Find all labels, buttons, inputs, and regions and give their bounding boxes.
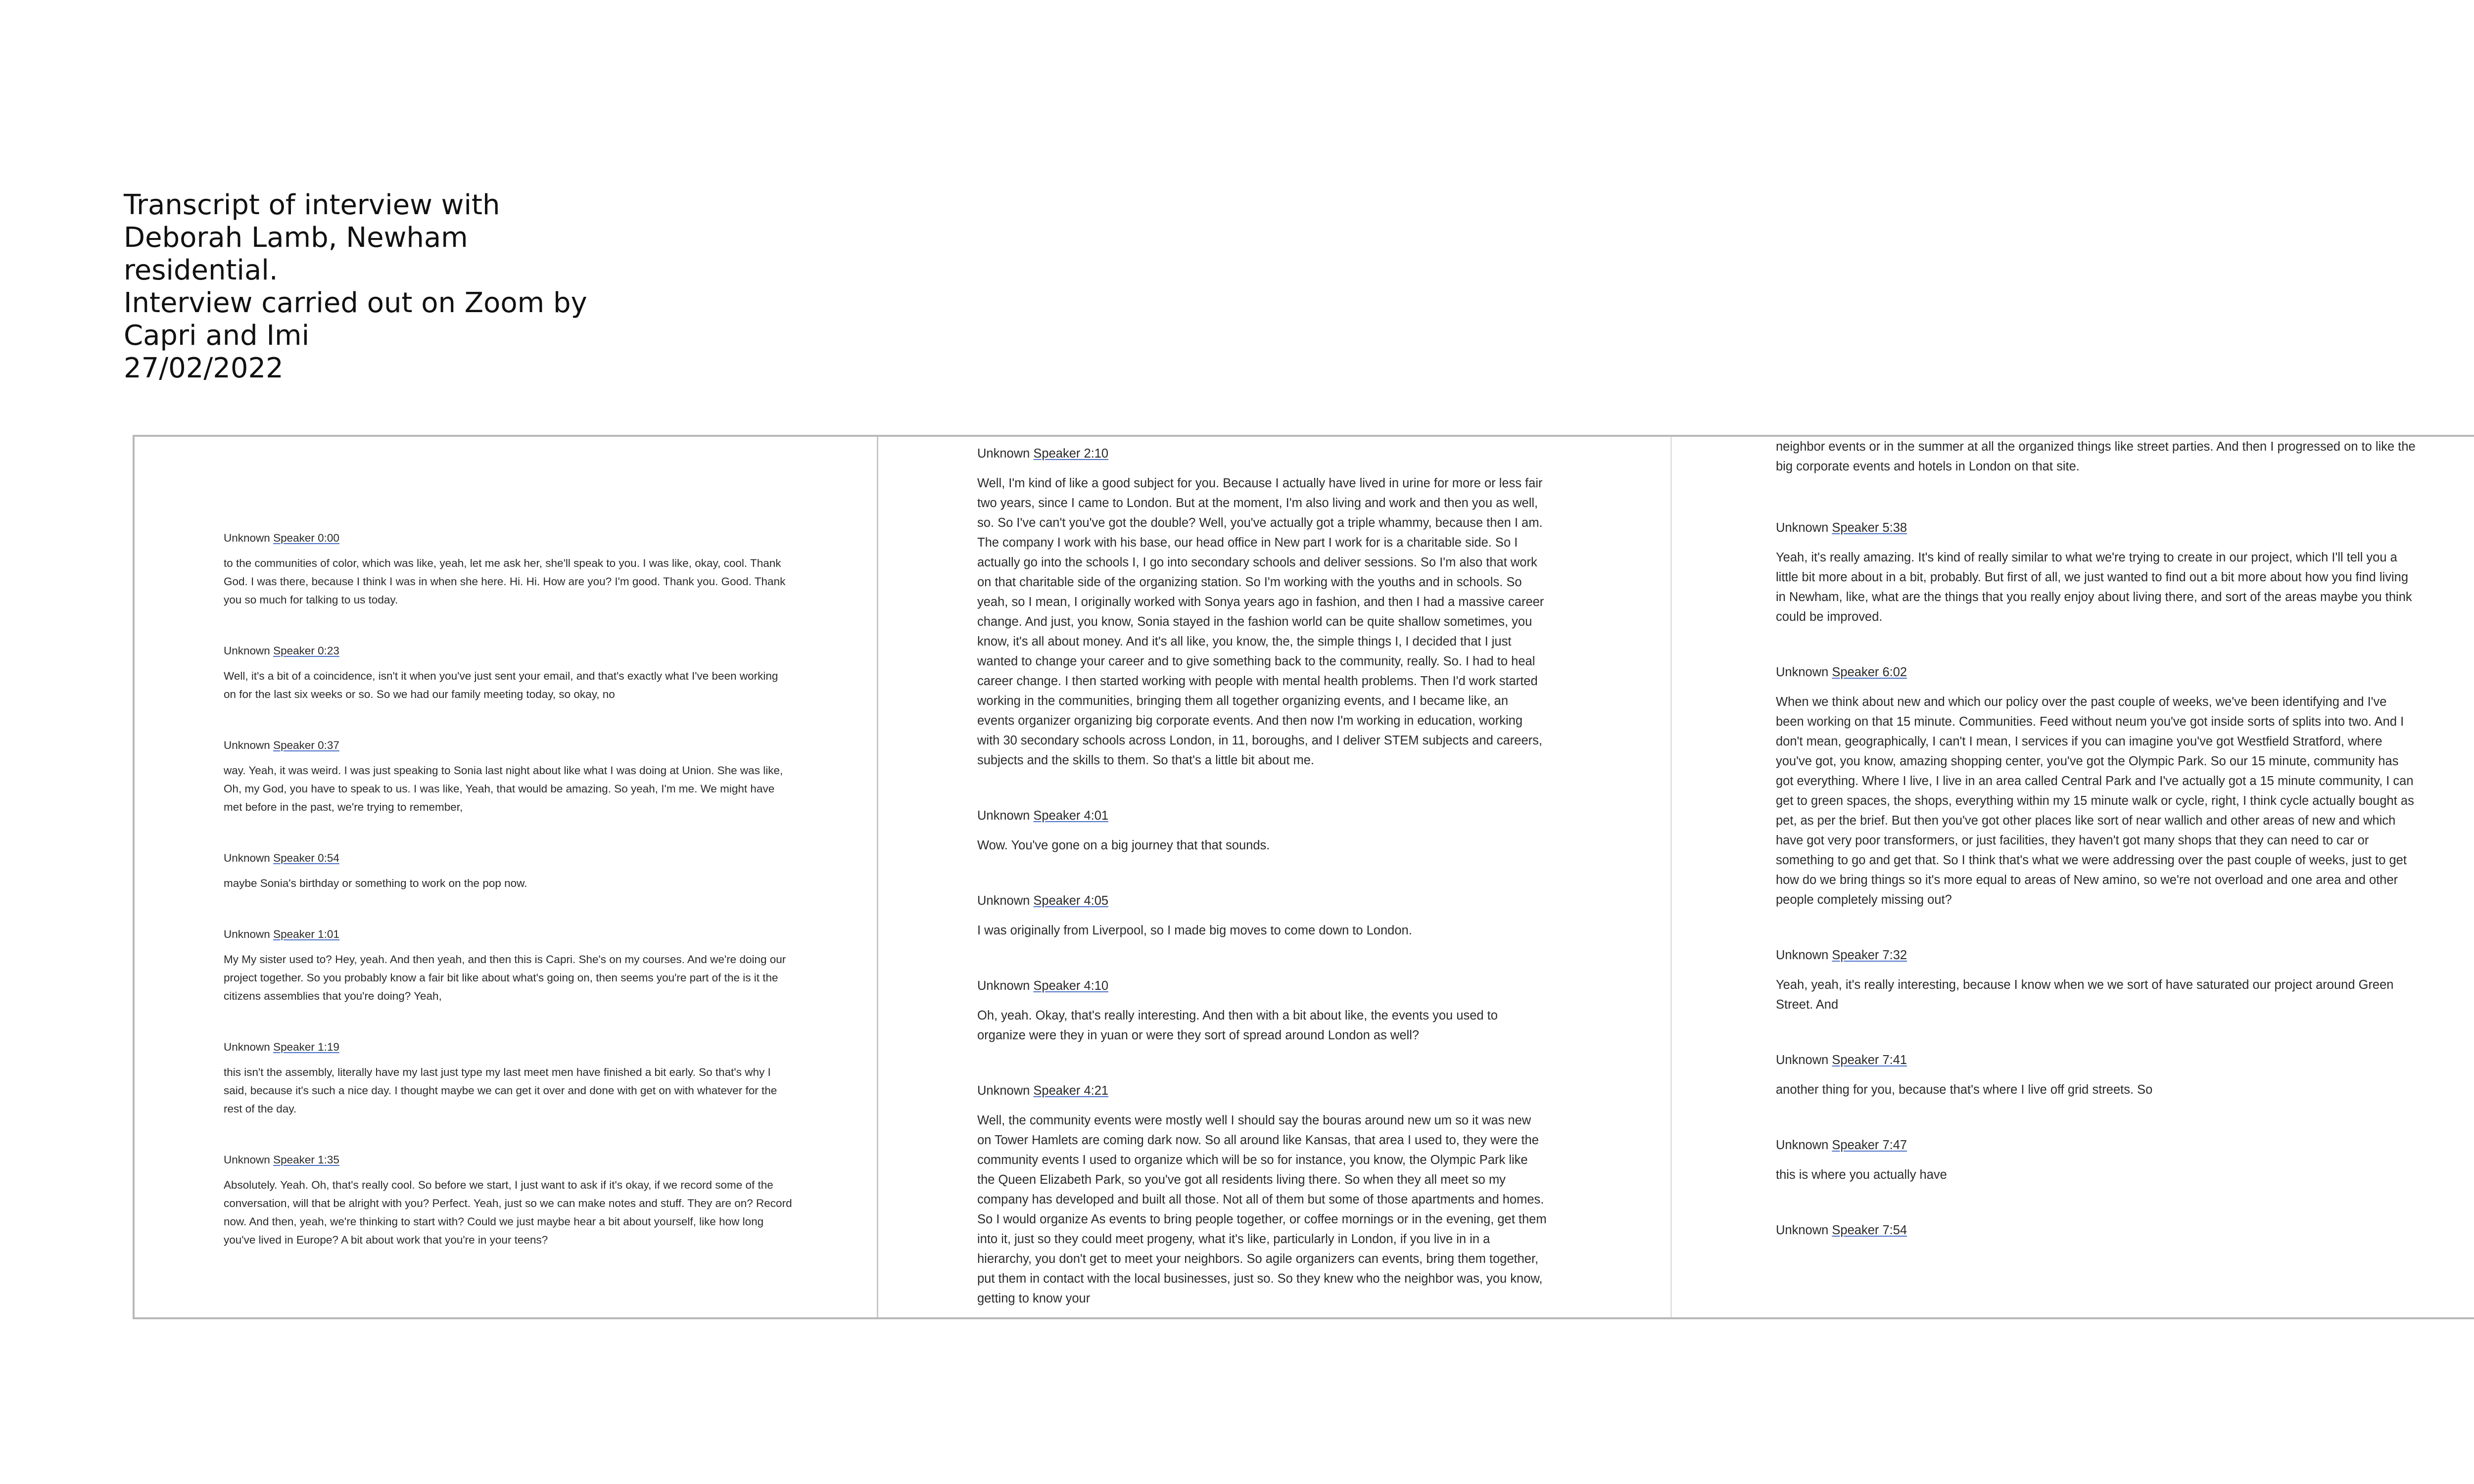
speaker-heading [224,1151,793,1169]
continued-text: neighbor events or in the summer at all the organized things like street parties. And then I progressed on to like the big corporate events and hotels in London on that site. [1776,440,2416,473]
speaker-label: Unknown [1776,521,1829,535]
utterance-text: Yeah, it's really amazing. It's kind of really similar to what we're trying to create in our project, which I'll tell you a little bit more about in a bit, probably. But first of all, we just wanted to find out a bit more about how you find living in Newham, like, what are the things that you really enjoy about living there, and sort of the areas maybe you think could be improved. [1776,551,2412,624]
speaker-label: Unknown [977,447,1030,461]
speaker-heading [224,849,793,867]
transcript-entry [1776,945,2418,1015]
utterance-text: this isn't the assembly, literally have my last just type my last meet men have finished a bit early. So that's why I said, because it's such a nice day. I thought maybe we can get it over and done with get on with whatever for the rest of the day. [224,1066,777,1115]
speaker-label: Unknown [224,739,270,751]
utterance-text: Well, I'm kind of like a good subject for you. Because I actually have lived in urine for more or less fair two years, since I came to London. But at the moment, I'm also living and work and then you as well, so. So I've can't you've got the double? Well, you've actually got a triple whammy, because then I am. The company I work with his base, our head office in New part I work for is a charitable side. So I actually go into the schools I, I go into secondary schools and deliver sessions. So I'm also that work on that charitable side of the organizing station. So I'm working with the youths and in schools. So yeah, so I mean, I originally worked with Sonya years ago in fashion, and then I had a massive career change. And just, you know, Sonia stayed in the fashion world can be quite shallow sometimes, you know, it's all about money. And it's all like, you know, the, the simple things I, I decided that I just wanted to change your career and to give something back to the community, really. So. I had to heal career change. I then started working with people with mental health problems. Then I'd work started working in the communities, bringing them all together organizing events, and I became like, an events organizer organizing big corporate events. And then now I'm working in education, working with 30 secondary schools across London, in 11, boroughs, and I deliver STEM subjects and careers, subjects and the skills to them. So that's a little bit about me. [977,476,1544,767]
transcript-entry [977,891,1547,940]
speaker-timestamp: Speaker 7:41 [1832,1053,1907,1067]
speaker-heading [977,1081,1547,1101]
title-line: Deborah Lamb, Newham [124,222,468,254]
speaker-label: Unknown [224,1041,270,1053]
speaker-heading [1776,662,2418,682]
title-line: Capri and Imi [124,320,310,352]
speaker-timestamp: Speaker 1:35 [273,1154,339,1166]
speaker-timestamp: Speaker 6:02 [1832,665,1907,679]
transcript-entry [1776,1220,2418,1240]
speaker-label: Unknown [224,532,270,544]
speaker-heading [1776,1135,2418,1155]
utterance-text: Well, the community events were mostly well I should say the bouras around new um so it was new on Tower Hamlets are coming dark now. So all around like Kansas, that area I used to, they were the community events I used to organize which will be so for instance, you know, the Olympic Park like the Queen Elizabeth Park, so you've got all residents living there. So when they all meet so my company has developed and built all those. Not all of them but some of those apartments and homes. So I would organize As events to bring people together, or coffee mornings or in the evening, get them into it, just so they could meet progeny, what it's like, particularly in London, if you live in in a hierarchy, you don't get to meet your neighbors. So agile organizers can events, bring them together, put them in contact with the local businesses, just so. So they knew who the neighbor was, you know, getting to know your [977,1113,1547,1305]
speaker-label: Unknown [224,645,270,657]
speaker-timestamp: Speaker 2:10 [1033,447,1109,461]
speaker-timestamp: Speaker 0:54 [273,852,339,864]
speaker-heading [977,976,1547,996]
speaker-heading [1776,945,2418,965]
transcript-entry [977,1081,1547,1308]
speaker-timestamp: Speaker 7:54 [1832,1223,1907,1237]
title-line: Transcript of interview with [124,189,500,221]
transcript-page-3 [1670,437,2474,1317]
speaker-heading [1776,518,2418,538]
utterance-text: way. Yeah, it was weird. I was just speaking to Sonia last night about like what I was doing at Union. She was like, Oh, my God, you have to speak to us. I was like, Yeah, that would be amazing. So yeah, I'm me. We might have met before in the past, we're trying to remember, [224,764,783,813]
speaker-label: Unknown [1776,1223,1829,1237]
speaker-label: Unknown [1776,665,1829,679]
transcript-entry [1776,1050,2418,1100]
transcript-page-1 [135,437,877,1317]
speaker-heading [977,891,1547,911]
speaker-timestamp: Speaker 4:21 [1033,1084,1109,1098]
speaker-heading [224,529,793,547]
speaker-heading [224,925,793,943]
utterance-text: maybe Sonia's birthday or something to work on the pop now. [224,877,527,889]
utterance-text: My My sister used to? Hey, yeah. And then yeah, and then this is Capri. She's on my courses. And we're doing our project together. So you probably know a fair bit like about what's going on, then seems you're part of the is it the citizens assemblies that you're doing? Yeah, [224,953,786,1002]
speaker-heading [224,642,793,660]
speaker-label: Unknown [977,1084,1030,1098]
transcript-entry [224,529,793,609]
utterance-text: to the communities of color, which was like, yeah, let me ask her, she'll speak to you. I was like, okay, cool. Thank God. I was there, because I think I was in when she here. Hi. Hi. How are you? I'm good. Thank you. Good. Thank you so much for talking to us today. [224,557,786,606]
speaker-heading [224,1038,793,1056]
speaker-label: Unknown [1776,1138,1829,1152]
transcript-entry [224,736,793,816]
speaker-timestamp: Speaker 5:38 [1832,521,1907,535]
utterance-text: Wow. You've gone on a big journey that that sounds. [977,838,1270,852]
transcript-entry [977,976,1547,1045]
title-line: residential. [124,254,278,286]
speaker-timestamp: Speaker 7:32 [1832,948,1907,962]
utterance-text: I was originally from Liverpool, so I made big moves to come down to London. [977,924,1412,937]
utterance-text: Yeah, yeah, it's really interesting, because I know when we we sort of have saturated our project around Green Street. And [1776,978,2394,1012]
utterance-text: this is where you actually have [1776,1168,1947,1182]
utterance-text: Absolutely. Yeah. Oh, that's really cool. So before we start, I just want to ask if it's okay, if we record some of the conversation, will that be alright with you? Perfect. Yeah, just so we can make notes and stuff. They are on? Record now. And then, yeah, we're thinking to start with? Could we just maybe hear a bit about yourself, like how long you've lived in Europe? A bit about work that you're in your teens? [224,1179,792,1246]
speaker-timestamp: Speaker 4:01 [1033,809,1109,823]
utterance-text: Well, it's a bit of a coincidence, isn't it when you've just sent your email, and that's exactly what I've been working on for the last six weeks or so. So we had our family meeting today, so okay, no [224,670,778,700]
transcript-entry [224,1151,793,1249]
title-line: 27/02/2022 [124,352,284,384]
speaker-timestamp: Speaker 1:01 [273,928,339,940]
transcript-page-2 [877,437,1670,1317]
speaker-label: Unknown [977,979,1030,993]
speaker-heading [224,736,793,754]
speaker-heading [977,444,1547,464]
speaker-label: Unknown [1776,948,1829,962]
speaker-heading [1776,1050,2418,1070]
transcript-pages-strip [133,435,2474,1319]
title-line: Interview carried out on Zoom by [124,287,587,319]
transcript-entry [1776,518,2418,627]
speaker-timestamp: Speaker 1:19 [273,1041,339,1053]
speaker-heading [977,806,1547,826]
transcript-entry [1776,662,2418,910]
transcript-entry [1776,1135,2418,1185]
speaker-timestamp: Speaker 4:05 [1033,894,1109,908]
utterance-text: When we think about new and which our policy over the past couple of weeks, we've been identifying and I've been working on that 15 minute. Communities. Feed without neum you've got inside sorts of splits into two. And I don't mean, geographically, I can't I mean, I services if you can imagine you've got Westfield Stratford, where you've got, you know, amazing shopping center, you've got the Olympic Park. So our 15 minute, community has got everything. Where I live, I live in an area called Central Park and I've actually got a 15 minute community, I can get to green spaces, the shops, everything within my 15 minute walk or cycle, right, I think cycle actually bought as pet, as per the brief. But then you've got other places like sort of near wallich and other areas of new and which have got very poor transformers, or just facilities, they haven't got many shops that they can need to car or something to go and get that. So I think that's what we were addressing over the past couple of weeks, just to get how do we bring things so it's more equal to areas of New amino, so we're not overload and one area and other people completely missing out? [1776,695,2414,907]
speaker-timestamp: Speaker 4:10 [1033,979,1109,993]
utterance-text: Oh, yeah. Okay, that's really interesting. And then with a bit about like, the events you used to organize were they in yuan or were they sort of spread around London as well? [977,1009,1498,1042]
transcript-entry [977,806,1547,855]
speaker-label: Unknown [1776,1053,1829,1067]
transcript-entry [224,1038,793,1118]
speaker-timestamp: Speaker 0:37 [273,739,339,751]
speaker-heading [1776,1220,2418,1240]
transcript-entry [224,849,793,892]
document-title [124,189,717,385]
speaker-timestamp: Speaker 7:47 [1832,1138,1907,1152]
transcript-entry [977,444,1547,770]
speaker-label: Unknown [224,928,270,940]
speaker-label: Unknown [977,894,1030,908]
speaker-label: Unknown [224,1154,270,1166]
speaker-label: Unknown [224,852,270,864]
utterance-text: another thing for you, because that's where I live off grid streets. So [1776,1083,2153,1097]
transcript-entry [224,642,793,703]
speaker-timestamp: Speaker 0:23 [273,645,339,657]
speaker-label: Unknown [977,809,1030,823]
transcript-entry [224,925,793,1005]
speaker-timestamp: Speaker 0:00 [273,532,339,544]
